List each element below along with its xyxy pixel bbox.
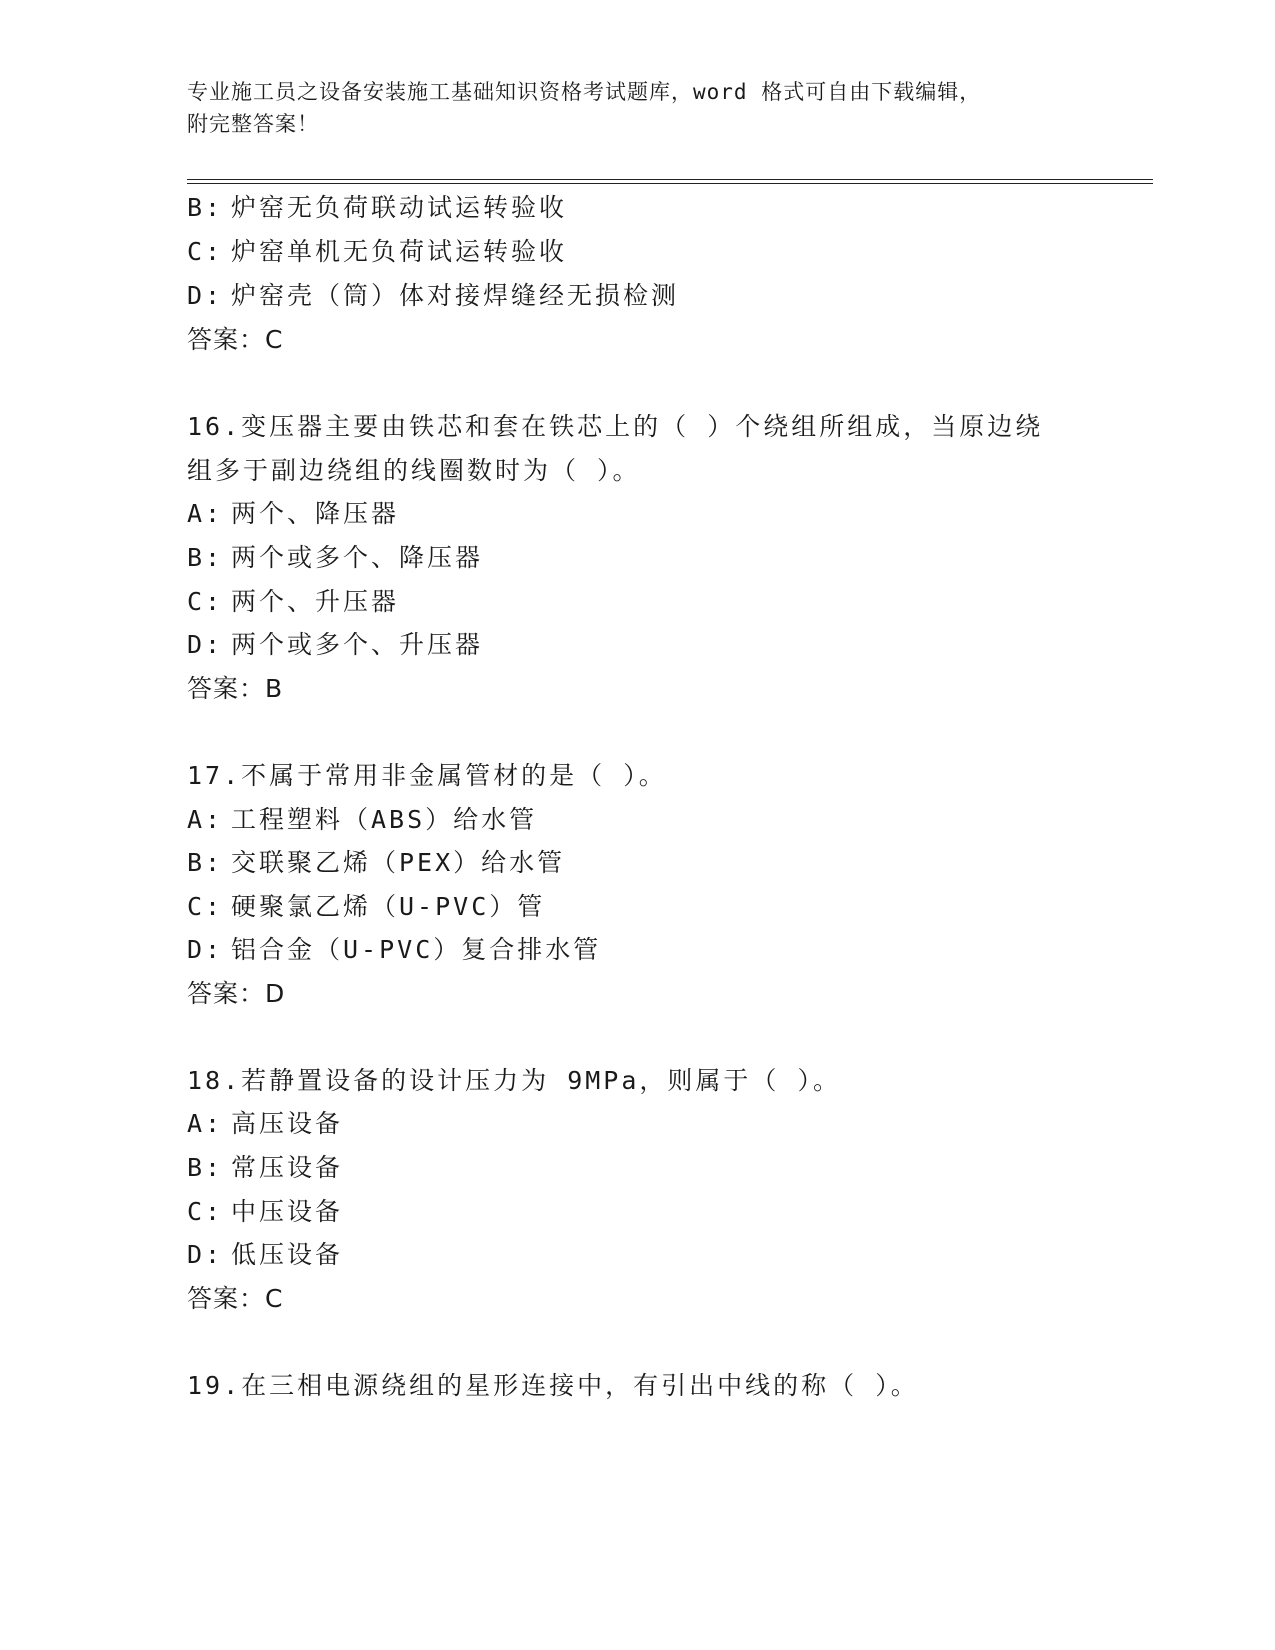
- option-text: 硬聚氯乙烯（U-PVC）管: [231, 892, 546, 921]
- option-letter: B:: [187, 193, 224, 222]
- option-letter: B:: [187, 1153, 224, 1182]
- option-letter: C:: [187, 892, 224, 921]
- option-text: 炉窑无负荷联动试运转验收: [231, 193, 568, 222]
- q15-option-d: [187, 279, 679, 313]
- option-text: 炉窑壳（筒）体对接焊缝经无损检测: [231, 281, 680, 310]
- q16-stem-line-2: 组多于副边绕组的线圈数时为（ ）。: [187, 456, 641, 485]
- option-letter: C:: [187, 1197, 224, 1226]
- q18-option-a: [187, 1107, 343, 1141]
- option-text: 工程塑料（ABS）给水管: [231, 805, 538, 834]
- header-rule-bottom: [187, 183, 1153, 184]
- q18-option-c: [187, 1195, 343, 1229]
- q15-option-c: [187, 235, 567, 269]
- option-text: 中压设备: [231, 1197, 344, 1226]
- option-text: 铝合金（U-PVC）复合排水管: [231, 935, 602, 964]
- option-text: 低压设备: [231, 1240, 344, 1269]
- option-letter: C:: [187, 237, 224, 266]
- option-text: 两个、降压器: [231, 499, 400, 528]
- q16-answer: 答案：B: [187, 674, 284, 703]
- q18-option-d: [187, 1238, 343, 1272]
- q17-answer: 答案：D: [187, 979, 286, 1008]
- q16-option-b: [187, 541, 483, 575]
- document-header: [187, 76, 1107, 140]
- option-letter: D:: [187, 281, 224, 310]
- option-text: 高压设备: [231, 1109, 344, 1138]
- option-letter: C:: [187, 587, 224, 616]
- q16-stem-line-1: 16.变压器主要由铁芯和套在铁芯上的（ ）个绕组所组成，当原边绕: [187, 412, 1044, 441]
- option-letter: A:: [187, 1109, 224, 1138]
- option-text: 两个、升压器: [231, 587, 400, 616]
- option-letter: B:: [187, 543, 224, 572]
- q18-answer: 答案：C: [187, 1284, 284, 1313]
- option-letter: D:: [187, 630, 224, 659]
- q17-option-d: [187, 933, 601, 967]
- q18-option-b: [187, 1151, 343, 1185]
- option-letter: D:: [187, 935, 224, 964]
- q15-answer: 答案：C: [187, 325, 284, 354]
- header-line-1: 专业施工员之设备安装施工基础知识资格考试题库，word 格式可自由下载编辑，: [187, 80, 982, 104]
- option-letter: B:: [187, 848, 224, 877]
- q17-option-a: [187, 803, 537, 837]
- q17-stem-line-1: 17.不属于常用非金属管材的是（ ）。: [187, 761, 667, 790]
- header-line-2: 附完整答案！: [187, 112, 319, 136]
- q17-option-c: [187, 890, 545, 924]
- option-text: 交联聚乙烯（PEX）给水管: [231, 848, 566, 877]
- q18-stem-line-1: 18.若静置设备的设计压力为 9MPa，则属于（ ）。: [187, 1066, 841, 1095]
- option-letter: D:: [187, 1240, 224, 1269]
- q17-option-b: [187, 846, 565, 880]
- option-text: 两个或多个、升压器: [231, 630, 484, 659]
- option-letter: A:: [187, 499, 224, 528]
- q16-option-d: [187, 628, 483, 662]
- q19-stem-line-1: 19.在三相电源绕组的星形连接中，有引出中线的称（ ）。: [187, 1371, 919, 1400]
- q16-option-c: [187, 585, 399, 619]
- option-letter: A:: [187, 805, 224, 834]
- option-text: 炉窑单机无负荷试运转验收: [231, 237, 568, 266]
- option-text: 常压设备: [231, 1153, 344, 1182]
- option-text: 两个或多个、降压器: [231, 543, 484, 572]
- header-rule-top: [187, 179, 1153, 180]
- q16-option-a: [187, 497, 399, 531]
- q15-option-b: [187, 191, 567, 225]
